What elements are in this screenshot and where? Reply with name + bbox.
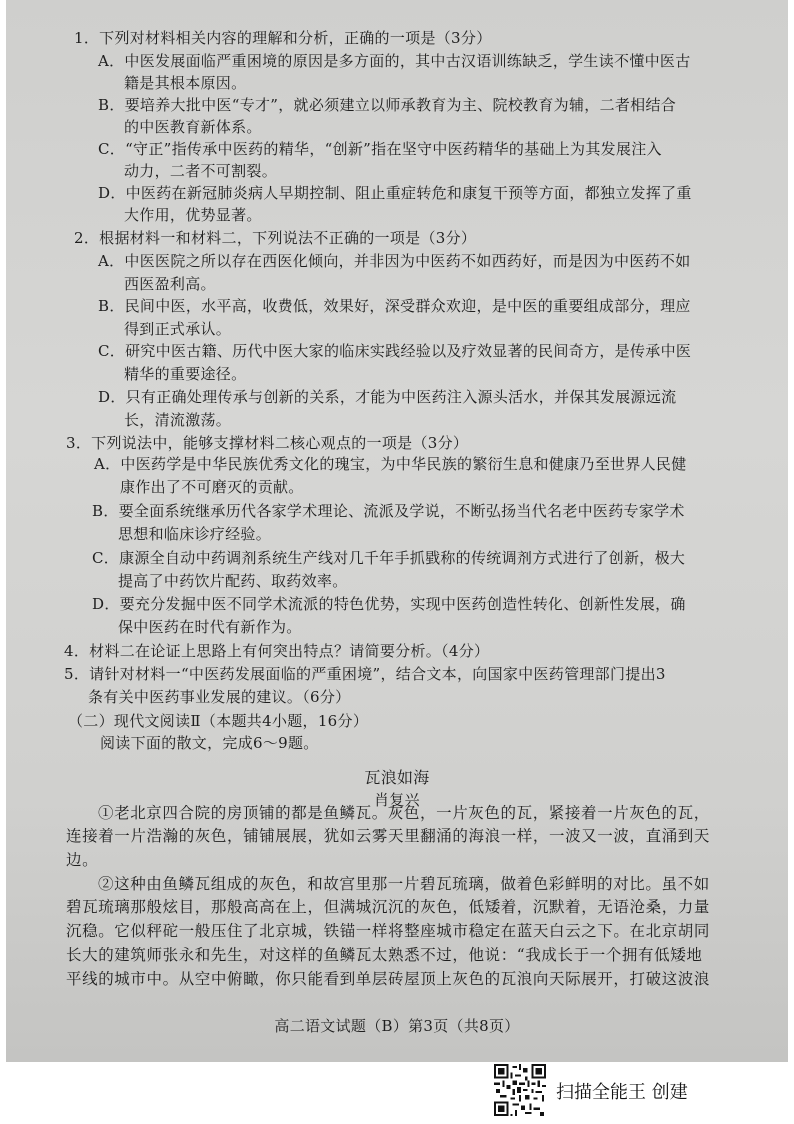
- question-line: 得到正式承认。: [124, 320, 232, 338]
- question-line: 康作出了不可磨灭的贡献。: [120, 478, 304, 496]
- essay-line: ①老北京四合院的房顶铺的都是鱼鳞瓦。灰色，一片灰色的瓦，紧接着一片灰色的瓦，: [98, 804, 710, 822]
- question-line: D．要充分发掘中医不同学术流派的特色优势，实现中医药创造性转化、创新性发展，确: [92, 595, 686, 613]
- question-line: C．研究中医古籍、历代中医大家的临床实践经验以及疗效显著的民间奇方，是传承中医: [98, 342, 692, 360]
- question-line: 3．下列说法中，能够支撑材料二核心观点的一项是（3分）: [66, 434, 469, 452]
- camscanner-watermark: [494, 1064, 794, 1118]
- question-line: 精华的重要途径。: [124, 365, 247, 383]
- question-line: 5．请针对材料一“中医药发展面临的严重困境”，结合文本，向国家中医药管理部门提出3: [64, 665, 666, 683]
- question-line: 1．下列对材料相关内容的理解和分析，正确的一项是（3分）: [74, 29, 492, 47]
- question-line: 思想和临床诊疗经验。: [118, 525, 272, 543]
- question-line: C．“守正”指传承中医药的精华，“创新”指在坚守中医药精华的基础上为其发展注入: [98, 140, 662, 158]
- question-line: B．要培养大批中医“专才”，就必须建立以师承教育为主、院校教育为辅，二者相结合: [98, 96, 677, 114]
- question-line: D．只有正确处理传承与创新的关系，才能为中医药注入源头活水，并保其发展源远流: [98, 388, 677, 406]
- question-line: 条有关中医药事业发展的建议。（6分）: [88, 688, 351, 706]
- question-line: A．中医医院之所以存在西医化倾向，并非因为中医药不如西药好，而是因为中医药不如: [98, 252, 691, 270]
- question-line: A．中医发展面临严重困境的原因是多方面的，其中古汉语训练缺乏，学生读不懂中医古: [98, 52, 691, 70]
- question-line: 大作用，优势显著。: [124, 206, 262, 224]
- scanner-label: 扫描全能王 创建: [556, 1082, 688, 1103]
- question-line: A．中医药学是中华民族优秀文化的瑰宝，为中华民族的繁衍生息和健康乃至世界人民健: [94, 455, 687, 473]
- essay-line: 碧瓦琉璃那般炫目，那般高高在上，但满城沉沉的灰色，低矮着，沉默着，无语沧桑，力量: [66, 898, 711, 916]
- essay-line: 长大的建筑师张永和先生，对这样的鱼鳞瓦太熟悉不过，他说：“我成长于一个拥有低矮地: [66, 946, 703, 964]
- question-line: B．要全面系统继承历代各家学术理论、流派及学说，不断弘扬当代名老中医药专家学术: [92, 502, 685, 520]
- question-line: 动力，二者不可割裂。: [124, 162, 278, 180]
- question-line: 长，清流激荡。: [124, 411, 232, 429]
- essay-line: 沉稳。它似秤砣一般压住了北京城，铁锚一样将整座城市稳定在蓝天白云之下。在北京胡同: [66, 922, 711, 940]
- essay-author: 肖复兴: [374, 791, 420, 809]
- essay-line: ②这种由鱼鳞瓦组成的灰色，和故宫里那一片碧瓦琉璃，做着色彩鲜明的对比。虽不如: [98, 875, 710, 893]
- question-line: 提高了中药饮片配药、取药效率。: [118, 572, 348, 590]
- essay-title: 瓦浪如海: [364, 768, 430, 787]
- page-footer: 高二语文试题（B）第3页（共8页）: [274, 1017, 520, 1035]
- question-line: 的中医教育新体系。: [124, 118, 262, 136]
- question-line: （二）现代文阅读Ⅱ（本题共4小题，16分）: [68, 712, 369, 730]
- question-line: B．民间中医，水平高，收费低，效果好，深受群众欢迎，是中医的重要组成部分，理应: [98, 297, 691, 315]
- question-line: 4．材料二在论证上思路上有何突出特点？请简要分析。（4分）: [64, 642, 490, 660]
- question-line: C．康源全自动中药调剂系统生产线对几千年手抓戥称的传统调剂方式进行了创新，极大: [92, 549, 686, 567]
- question-line: 西医盈利高。: [124, 275, 216, 293]
- question-line: 2．根据材料一和材料二，下列说法不正确的一项是（3分）: [74, 229, 477, 247]
- qr-code-icon: [494, 1064, 546, 1116]
- question-line: 阅读下面的散文，完成6～9题。: [100, 734, 319, 752]
- question-line: D．中医药在新冠肺炎病人早期控制、阻止重症转危和康复干预等方面，都独立发挥了重: [98, 184, 692, 202]
- question-line: 籍是其根本原因。: [124, 74, 247, 92]
- essay-line: 连接着一片浩瀚的灰色，铺铺展展，犹如云雾天里翻涌的海浪一样，一波又一波，直涌到天: [66, 827, 711, 845]
- question-line: 保中医药在时代有新作为。: [118, 618, 302, 636]
- essay-line: 边。: [66, 851, 99, 869]
- scanned-exam-page: [6, 0, 788, 1062]
- essay-line: 平线的城市中。从空中俯瞰，你只能看到单层砖屋顶上灰色的瓦浪向天际展开，打破这波浪: [66, 970, 711, 988]
